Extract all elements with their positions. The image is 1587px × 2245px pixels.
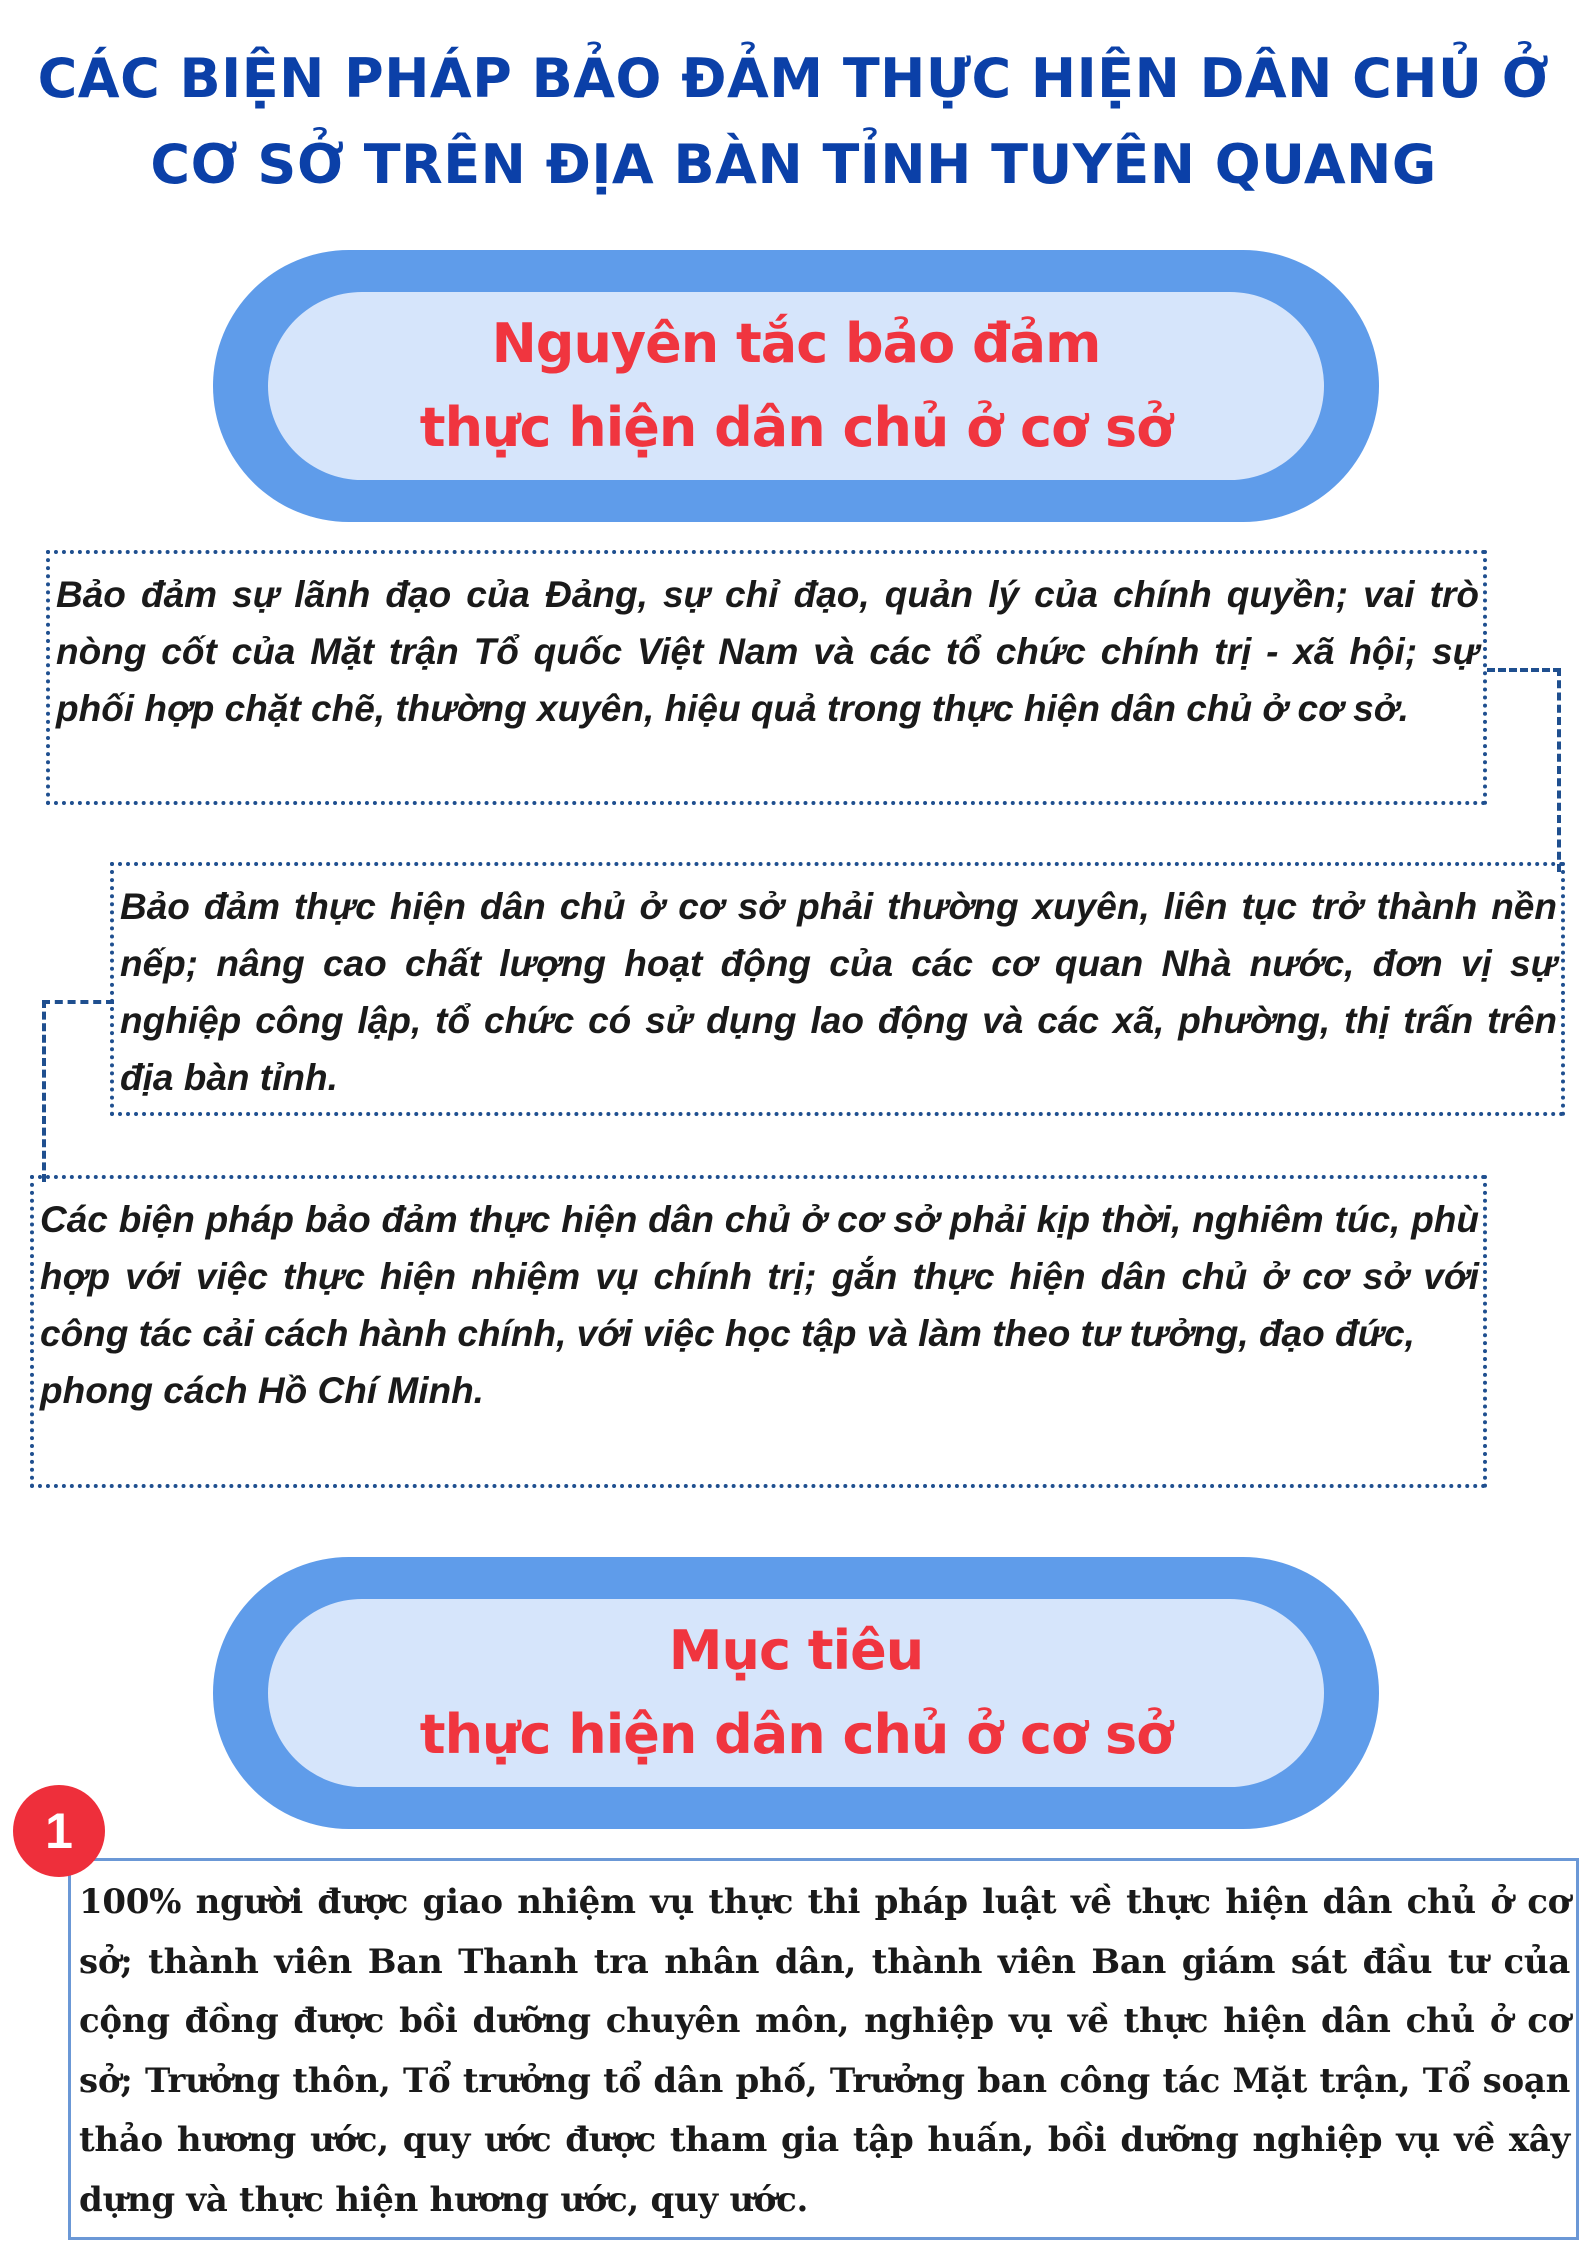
principle-text-1: Bảo đảm sự lãnh đạo của Đảng, sự chỉ đạo, quản lý của chính quyền; vai trò nòng cốt của Mặt trận Tổ quốc Việt Nam và các tổ chức chính trị - xã hội; sự phối hợp chặt chẽ, thường xuyên, hiệu quả trong thực hiện dân chủ ở cơ sở. [56,574,1479,729]
principle-text-3-continued: phong cách Hồ Chí Minh. [40,1370,484,1411]
page-title [0,36,1587,208]
goals-heading-inner [268,1599,1324,1787]
goals-heading-line-1: Mục tiêu [668,1619,924,1682]
goals-heading-pill [213,1557,1379,1829]
number-badge: 1 [13,1785,105,1877]
principle-text-3: Các biện pháp bảo đảm thực hiện dân chủ ở cơ sở phải kịp thời, nghiêm túc, phù hợp với việc thực hiện nhiệm vụ chính trị; gắn thực hiện dân chủ ở cơ sở với công tác cải cách hành chính, với việc học tập và làm theo tư tưởng, đạo đức, [40,1199,1479,1354]
page-title-line-1: CÁC BIỆN PHÁP BẢO ĐẢM THỰC HIỆN DÂN CHỦ Ở [37,47,1550,110]
goal-text-1: 100% người được giao nhiệm vụ thực thi pháp luật về thực hiện dân chủ ở cơ sở; thành viên Ban Thanh tra nhân dân, thành viên Ban giám sát đầu tư của cộng đồng được bồi dưỡng chuyên môn, nghiệp vụ về thực hiện dân chủ ở cơ sở; Trưởng thôn, Tổ trưởng tổ dân phố, Trưởng ban công tác Mặt trận, Tổ soạn thảo hương ước, quy ước được tham gia tập huấn, bồi dưỡng nghiệp vụ về xây dựng và thực hiện hương ước, quy ước. [79,1882,1570,2220]
principle-box-3 [30,1175,1487,1488]
principle-text-2: Bảo đảm thực hiện dân chủ ở cơ sở phải thường xuyên, liên tục trở thành nền nếp; nâng cao chất lượng hoạt động của các cơ quan Nhà nước, đơn vị sự nghiệp công lập, tổ chức có sử dụng lao động và các xã, phường, thị trấn trên địa bàn tỉnh. [120,886,1557,1098]
principles-heading-pill [213,250,1379,522]
page-title-line-2: CƠ SỞ TRÊN ĐỊA BÀN TỈNH TUYÊN QUANG [150,133,1437,196]
connector-line-1 [1487,668,1561,872]
goal-box-1 [68,1858,1579,2240]
goals-heading-line-2: thực hiện dân chủ ở cơ sở [419,1703,1173,1766]
connector-line-2 [42,1000,114,1182]
principles-heading-line-2: thực hiện dân chủ ở cơ sở [419,396,1173,459]
principle-box-1 [46,550,1487,805]
principles-heading-line-1: Nguyên tắc bảo đảm [491,312,1101,375]
principles-heading-inner [268,292,1324,480]
principle-box-2 [110,862,1565,1116]
